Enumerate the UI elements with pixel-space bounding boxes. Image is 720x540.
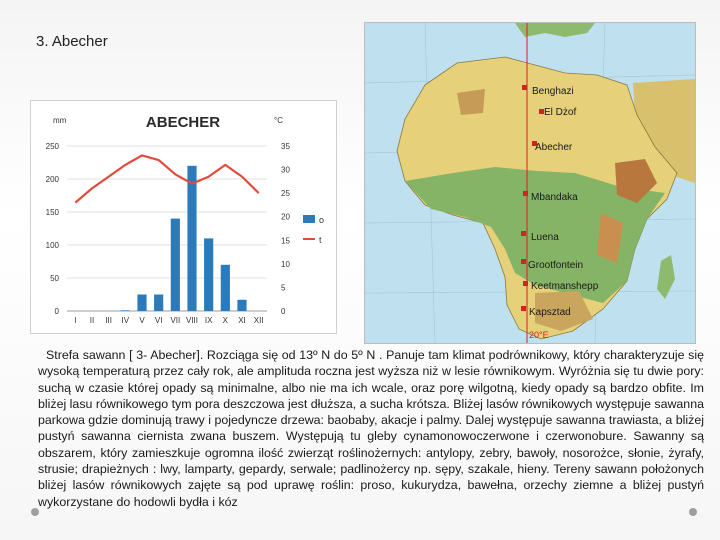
ahaggar-massif <box>457 89 485 115</box>
left-tick-label: 250 <box>45 142 59 151</box>
x-tick-label: X <box>222 316 229 325</box>
city-marker-benghazi <box>522 85 527 90</box>
precipitation-bar <box>121 310 130 311</box>
city-label-grootfontein: Grootfontein <box>528 260 584 271</box>
description-paragraph: Strefa sawann [ 3- Abecher]. Rozciąga się od 13º N do 5º N . Panuje tam klimat podrównikowy, który charakteryzuje się wysoką temperaturą przez cały rok, ale amplituda roczna jest wyższa niż w lesie równikowym. Wyróżnia się tu dwie pory: suchą w czasie której opady są minimalne, albo nie ma ich wcale, oraz porę wilgotną, kiedy opady są bardzo obfite. Im bliżej lasu równikowego tym pora deszczowa jest dłuższa, a sucha krótsza. Bliżej lasów równikowych występuje sawanna parkowa gdzie dominują trawy i pojedyncze drzewa: baobaby, akacje i palmy. Dalej występuje sawanna trawiasta, a bliżej pustyń sawanna ciernista zwana buszem. Występują tu gleby cynamonowoczerwone i czerwonobure. Sawanny są obszarem, który zamieszkuje ogromna ilość zwierząt roślinożernych: antylopy, zebry, bawoły, nosorożce, słonie, żyrafy, strusie; drapieżnych : lwy, lamparty, gepardy, serwale; padlinożercy np. sępy, szakale, hieny. Tereny sawann położonych bliżej lasów równikowych zajęte są pod uprawę roślin: proso, kukurydza, bawełna, orzechy ziemne a bliżej pustyń wykorzystane do hodowli bydła i kóz <box>38 348 704 509</box>
x-tick-label: I <box>74 316 77 325</box>
x-tick-label: IX <box>204 316 213 325</box>
left-tick-label: 0 <box>54 307 59 316</box>
city-label-mbandaka: Mbandaka <box>531 192 578 203</box>
grid-layer <box>67 146 267 311</box>
city-label-keetmanshepp: Keetmanshepp <box>531 281 599 292</box>
bar-layer <box>121 166 247 311</box>
city-marker-kapsztad <box>521 306 526 311</box>
x-tick-label: V <box>139 316 145 325</box>
africa-map <box>364 22 696 344</box>
right-tick-label: 30 <box>281 165 290 175</box>
legend-label-temperature: t <box>319 235 322 245</box>
right-tick-label: 0 <box>281 307 286 316</box>
precipitation-bar <box>204 238 213 311</box>
chart-title: ABECHER <box>145 114 221 131</box>
meridian-label: 20°E <box>529 330 549 340</box>
x-tick-label: VII <box>170 316 181 325</box>
africa-map-svg <box>365 23 695 343</box>
x-tick-label: VI <box>154 316 163 325</box>
x-tick-label: XII <box>253 316 264 325</box>
precipitation-bar <box>171 219 180 311</box>
left-axis-unit: mm <box>53 116 67 125</box>
precipitation-bar <box>237 300 246 311</box>
x-tick-label: XI <box>238 316 246 325</box>
right-tick-label: 10 <box>281 259 290 269</box>
slide-decoration-dot-left <box>31 508 39 516</box>
city-label-el-dzof: El Dżof <box>544 107 577 118</box>
legend <box>303 215 324 245</box>
precipitation-bar <box>137 295 146 312</box>
slide-decoration-dot-right <box>689 508 697 516</box>
precipitation-bar <box>154 295 163 312</box>
right-tick-label: 15 <box>281 236 290 246</box>
left-tick-label: 50 <box>50 274 59 283</box>
city-label-abecher: Abecher <box>535 142 573 153</box>
climate-chart <box>30 100 337 334</box>
left-tick-label: 100 <box>45 241 59 250</box>
right-tick-label: 25 <box>281 189 290 199</box>
city-label-luena: Luena <box>531 232 559 243</box>
left-tick-label: 200 <box>45 175 59 184</box>
precipitation-bar <box>221 265 230 311</box>
climate-chart-svg <box>31 101 336 333</box>
x-tick-label: IV <box>121 316 130 325</box>
x-tick-label: III <box>105 316 113 325</box>
city-label-kapsztad: Kapsztad <box>529 307 571 318</box>
right-tick-label: 20 <box>281 212 290 222</box>
precipitation-bar <box>187 166 196 311</box>
legend-label-precipitation: o <box>319 215 325 225</box>
city-marker-keetmanshepp <box>523 281 528 286</box>
city-label-benghazi: Benghazi <box>532 86 574 97</box>
right-tick-label: 35 <box>281 142 290 151</box>
legend-swatch-precipitation <box>303 215 315 223</box>
city-marker-grootfontein <box>521 259 526 264</box>
city-marker-luena <box>521 231 526 236</box>
right-axis-unit: °C <box>274 116 283 125</box>
right-tick-label: 5 <box>281 283 286 293</box>
left-tick-label: 150 <box>45 208 59 217</box>
x-tick-label: II <box>89 316 95 325</box>
x-tick-label: VIII <box>185 316 199 325</box>
city-marker-mbandaka <box>523 191 528 196</box>
slide-title: 3. Abecher <box>36 33 108 50</box>
